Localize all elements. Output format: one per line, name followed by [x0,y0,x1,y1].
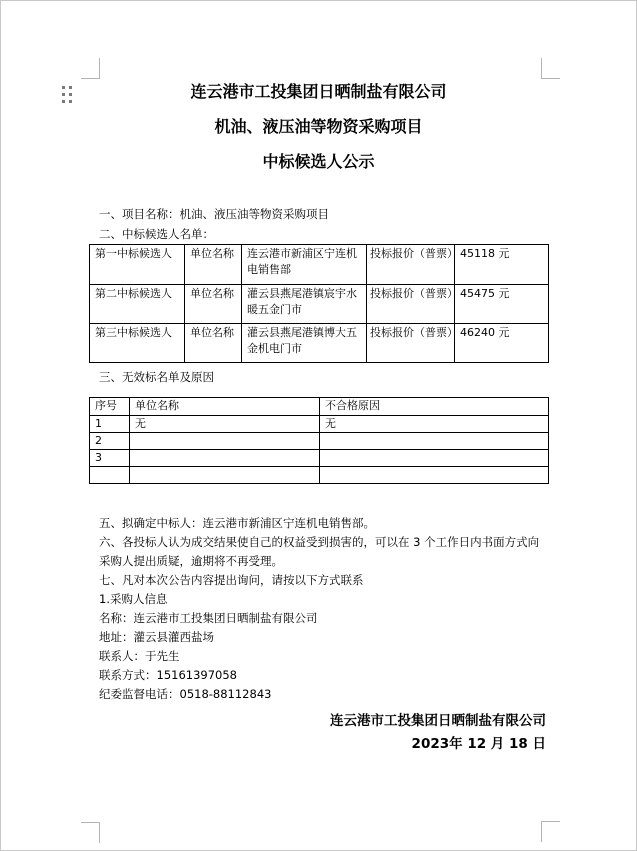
margin-crop-mark-top-right [541,58,560,79]
bid-candidates-table [89,244,549,363]
signature-company: 连云港市工投集团日晒制盐有限公司 [330,713,546,729]
document-content [89,78,548,756]
signature-block [89,710,548,756]
lower-text-block [89,514,548,704]
price-label-cell: 投标报价（普票） [367,285,455,324]
document-title-project: 机油、液压油等物资采购项目 [214,117,423,136]
candidate-rank-cell: 第三中标候选人 [90,324,185,363]
table-row [90,416,549,433]
unit-label-cell: 单位名称 [185,324,242,363]
table-row [90,324,549,363]
unit-label-cell: 单位名称 [185,285,242,324]
reason-cell [320,450,549,467]
document-title-company: 连云港市工投集团日晒制盐有限公司 [190,82,447,101]
dots-handle-icon [62,86,73,104]
index-cell: 2 [90,433,130,450]
column-header-index: 序号 [90,398,130,416]
paragraph-invalid-bids-heading: 三、无效标名单及原因 [99,370,214,384]
paragraph-candidate-list-heading: 二、中标候选人名单： [99,227,214,241]
table-row [90,467,549,484]
unit-name-cell: 灌云县燕尾港镇博大五金机电门市 [242,324,367,363]
buyer-contact-line: 联系人：于先生 [99,649,180,663]
price-label-cell: 投标报价（普票） [367,324,455,363]
unit-name-cell [130,467,320,484]
signature-date: 2023年 12 月 18 日 [411,736,546,752]
index-cell [90,467,130,484]
unit-name-cell: 无 [130,416,320,433]
unit-name-cell: 连云港市新浦区宁连机电销售部 [242,245,367,285]
paragraph-objection-notice: 六、各投标人认为成交结果使自己的权益受到损害的，可以在 3 个工作日内书面方式向采购人提出质疑，逾期将不再受理。 [99,535,540,568]
index-cell: 3 [90,450,130,467]
column-header-reason: 不合格原因 [320,398,549,416]
price-value-cell: 45118 元 [455,245,549,285]
table-header-row [90,398,549,416]
reason-cell [320,433,549,450]
buyer-name-line: 名称：连云港市工投集团日晒制盐有限公司 [99,611,318,625]
margin-crop-mark-bottom-left [81,822,100,843]
margin-crop-mark-bottom-right [541,821,560,842]
unit-name-cell [130,450,320,467]
buyer-address-line: 地址：灌云县灌西盐场 [99,630,214,644]
price-label-cell: 投标报价（普票） [367,245,455,285]
unit-name-cell: 灌云县燕尾港镇宸宇水暖五金门市 [242,285,367,324]
discipline-phone-line: 纪委监督电话：0518-88112843 [99,687,272,701]
table-row [90,245,549,285]
invalid-bids-table [89,397,549,484]
document-title-announcement: 中标候选人公示 [262,152,375,171]
index-cell: 1 [90,416,130,433]
unit-label-cell: 单位名称 [185,245,242,285]
buyer-phone-line: 联系方式：15161397058 [99,668,237,682]
table-row [90,433,549,450]
reason-cell: 无 [320,416,549,433]
column-header-unit-name: 单位名称 [130,398,320,416]
table-row [90,285,549,324]
reason-cell [320,467,549,484]
paragraph-inquiry-notice: 七、凡对本次公告内容提出询问，请按以下方式联系 [99,573,364,587]
unit-name-cell [130,433,320,450]
paragraph-project-name: 一、项目名称：机油、液压油等物资采购项目 [99,207,329,221]
candidate-rank-cell: 第二中标候选人 [90,285,185,324]
buyer-info-heading: 1.采购人信息 [99,592,168,606]
table-row [90,450,549,467]
price-value-cell: 46240 元 [455,324,549,363]
margin-crop-mark-top-left [81,58,100,79]
price-value-cell: 45475 元 [455,285,549,324]
candidate-rank-cell: 第一中标候选人 [90,245,185,285]
paragraph-proposed-winner: 五、拟确定中标人：连云港市新浦区宁连机电销售部。 [99,516,375,530]
